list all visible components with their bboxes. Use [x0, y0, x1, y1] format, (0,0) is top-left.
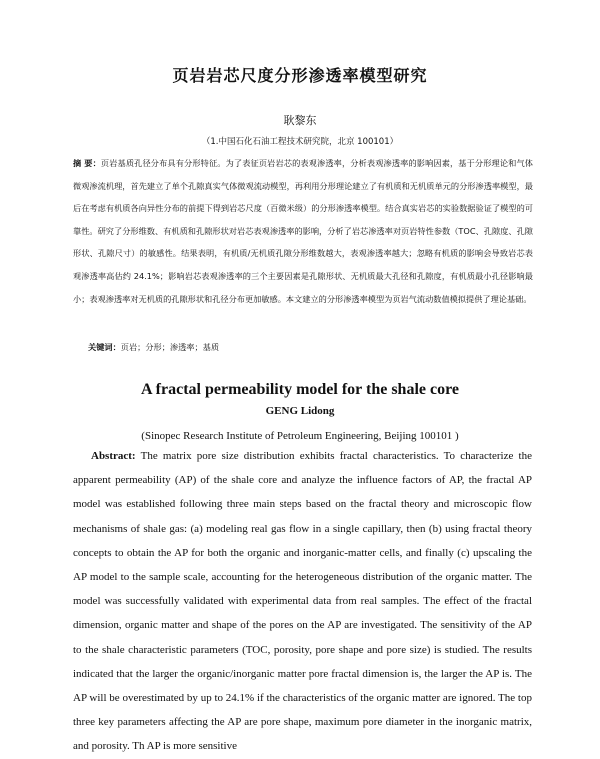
- chinese-keywords-label: 关键词：: [88, 342, 121, 352]
- chinese-author: 耿黎东: [283, 114, 317, 127]
- chinese-affiliation: （1.中国石化石油工程技术研究院，北京 100101）: [201, 137, 399, 147]
- english-title: A fractal permeability model for the shale core: [141, 381, 459, 398]
- english-abstract-label: Abstract:: [91, 450, 136, 462]
- chinese-title: 页岩岩芯尺度分形渗透率模型研究: [172, 66, 428, 85]
- chinese-abstract: [73, 152, 533, 310]
- chinese-abstract-label: 摘 要：: [73, 158, 101, 168]
- english-abstract: [73, 444, 532, 759]
- english-abstract-text: The matrix pore size distribution exhibits fractal characteristics. To characterize the apparent permeability (AP) of the shale core and analyze the influence factors of AP, the fractal AP model was established following three main steps based on the fractal theory and microscopic flow mechanisms of shale gas: (a) modeling real gas flow in a single capillary, then (b) using fractal theory concepts to obtain the AP for both the organic and inorganic-matter cells, and finally (c) upscaling the AP model to the sample scale, accounting for the heterogeneous distribution of the organic matter. The model was successfully validated with experimental data from real samples. The effect of the fractal dimension, organic matter and shape of the pores on the AP are investigated. The sensitivity of the AP to the shale characteristic parameters (TOC, porosity, pore shape and pore size) is studied. The results indicated that the larger the organic/inorganic matter pore fractal dimension is, the larger the AP is. The AP will be overestimated by up to 24.1% if the characteristics of the organic matter are ignored. The top three key parameters affecting the AP are pore shape, maximum pore diameter in the inorganic matrix, and porosity. Th AP is more sensitive: [73, 450, 532, 753]
- chinese-keywords: [88, 342, 219, 353]
- english-author: GENG Lidong: [265, 405, 335, 417]
- chinese-abstract-text: 页岩基质孔径分布具有分形特征。为了表征页岩岩芯的表观渗透率，分析表观渗透率的影响因素，基于分形理论和气体微观渗流机理，首先建立了单个孔隙真实气体微观流动模型，再利用分形理论建立了有机质和无机质单元的分形渗透率模型，最后在考虑有机质各向异性分布的前提下得到岩芯尺度（百微米级）的分形渗透率模型。结合真实岩芯的实验数据验证了模型的可靠性。研究了分形维数、有机质和孔隙形状对岩芯表观渗透率的影响，分析了岩芯渗透率对页岩特性参数（TOC、孔隙度、孔隙形状、孔隙尺寸）的敏感性。结果表明，有机质/无机质孔隙分形维数越大，表观渗透率越大；忽略有机质的影响会导致岩芯表观渗透率高估约 24.1%；影响岩芯表观渗透率的三个主要因素是孔隙形状、无机质最大孔径和孔隙度，有机质最小孔径影响最小；表观渗透率对无机质的孔隙形状和孔径分布更加敏感。本文建立的分形渗透率模型为页岩气流动数值模拟提供了理论基础。: [73, 158, 533, 304]
- chinese-keywords-text: 页岩；分形；渗透率；基质: [120, 342, 220, 352]
- english-affiliation: (Sinopec Research Institute of Petroleum Engineering, Beijing 100101 ): [141, 430, 459, 442]
